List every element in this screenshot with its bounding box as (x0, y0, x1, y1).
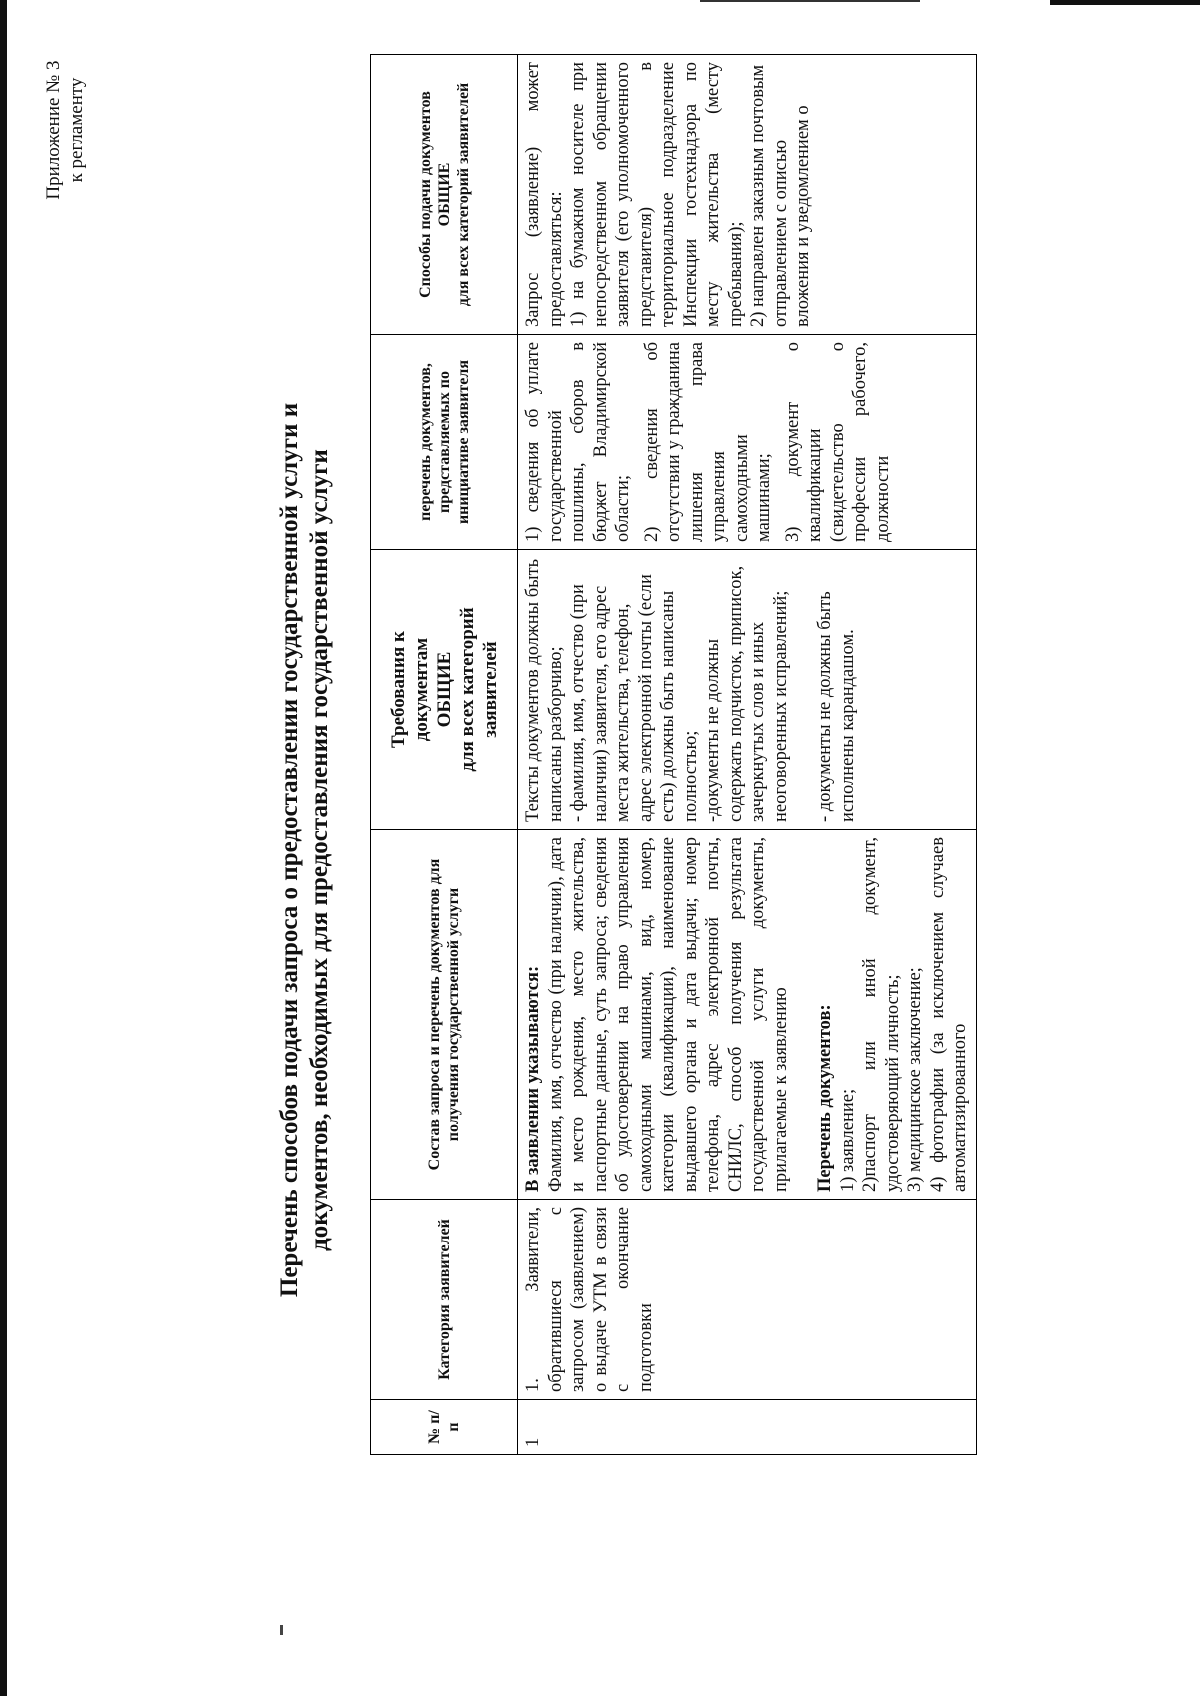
annex-label (42, 50, 88, 210)
documents-table (370, 54, 977, 1455)
requirements-text2: - фамилия, имя, отчество (при наличии) заявителя, его адрес места жительства, телефон, адрес электронной почты (если есть) должны быть написаны полностью; (568, 574, 701, 822)
methods-item2: 2) направлен заказным почтовым отправлением с описью вложения и уведомлением о (748, 64, 813, 327)
requirements-text4: - документы не должны быть исполнены карандашом. (815, 591, 858, 822)
cell-composition (518, 830, 977, 1200)
header-methods-l1: Способы подачи документов (416, 91, 434, 298)
table-row (518, 55, 977, 1455)
composition-text1: Фамилия, имя, отчество (при наличии), дата и место рождения, место жительства, паспортные данные, суть запроса; сведения об удостоверении на право управления самоходными машинами, вид, номер, категории (квалификации), наименование выдавшего органа и дата выдачи; номер телефона, адрес электронной почты, СНИЛС, способ получения результата государственной услуги документы, прилагаемые к заявлению (545, 837, 791, 1192)
table-header-row (371, 55, 518, 1455)
title-line2: документов, необходимых для предоставления государственной услуги (306, 449, 333, 1251)
header-initiative: перечень документов, представляемых по инициативе заявителя (371, 335, 518, 550)
header-requirements-l3: ОБЩИЕ (433, 651, 455, 728)
cell-requirements (518, 550, 977, 830)
composition-item1: 1) заявление; (837, 1088, 858, 1192)
annex-line2: к регламенту (66, 77, 87, 183)
scan-edge-top-thin (700, 0, 920, 2)
annex-line1: Приложение № 3 (43, 60, 64, 200)
initiative-item2: 2) сведения об отсутствии у гражданина лишения права управления самоходными машинами; (641, 342, 774, 542)
header-methods (371, 55, 518, 335)
header-composition: Состав запроса и перечень документов для получения государственной услуги (371, 830, 518, 1200)
document-title (275, 210, 335, 1490)
requirements-text3: -документы не должны содержать подчисток, приписок, зачеркнутых слов и иных неоговоренных исправлений; (703, 565, 791, 822)
header-requirements-l4: для всех категорий заявителей (456, 607, 501, 772)
cell-initiative (518, 335, 977, 550)
methods-text1: Запрос (заявление) может предоставляться: (523, 62, 566, 327)
header-num: № п/п (371, 1400, 518, 1455)
cell-methods (518, 55, 977, 335)
header-methods-l2: ОБЩИЕ (435, 162, 453, 227)
header-methods-l3: для всех категорий заявителей (454, 82, 472, 307)
header-requirements-l2: документам (410, 637, 432, 742)
document-page (20, 30, 1180, 1690)
methods-item1: 1) на бумажном носителе при непосредственном обращении заявителя (его уполномоченного представителя) в территориальное подразделение Инспекции гостехнадзора по месту жительства (месту пребывания); (568, 62, 746, 327)
initiative-item1: 1) сведения об уплате государственной пошлины, сборов в бюджет Владимирской области; (523, 342, 633, 542)
composition-heading1: В заявлении указываются: (523, 965, 543, 1192)
requirements-text1: Тексты документов должны быть написаны разборчиво; (523, 558, 566, 822)
cell-num: 1 (518, 1400, 977, 1455)
header-requirements (371, 550, 518, 830)
composition-item2: 2)паспорт или иной документ, удостоверяющий личность; (860, 837, 903, 1192)
title-line1: Перечень способов подачи запроса о предоставлении государственной услуги и (276, 402, 303, 1298)
initiative-item3: 3) документ о квалификации (свидетельство о профессии рабочего, должности (782, 342, 893, 542)
cell-category: 1. Заявители, обратившиеся с запросом (заявлением) о выдаче УТМ в связи с окончание подготовки (518, 1200, 977, 1400)
composition-item4: 4) фотографии (за исключением случаев автоматизированного (927, 837, 970, 1192)
scan-edge-left (0, 0, 7, 1696)
composition-item3: 3) медицинское заключение; (905, 967, 925, 1192)
header-category: Категория заявителей (371, 1200, 518, 1400)
scan-edge-top (1050, 0, 1200, 5)
header-requirements-l1: Требования к (387, 631, 409, 748)
composition-heading2: Перечень документов: (815, 1004, 835, 1192)
